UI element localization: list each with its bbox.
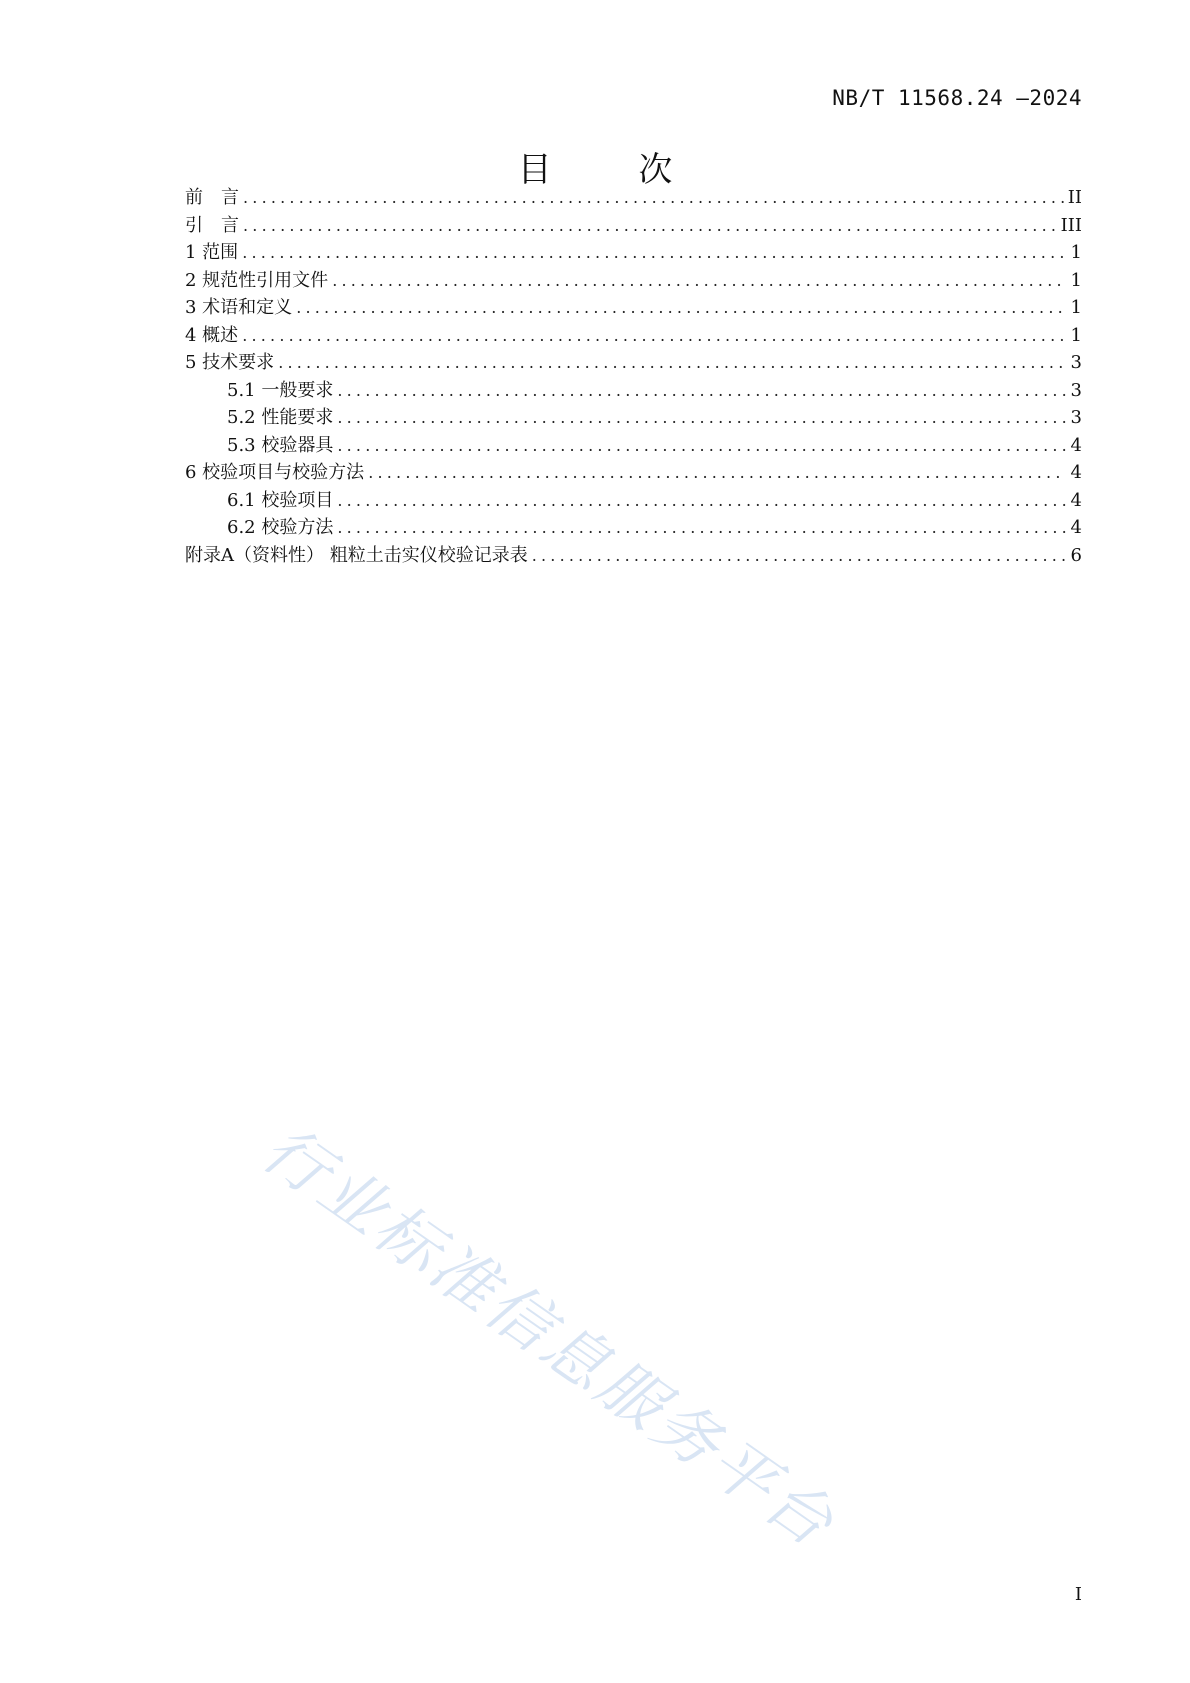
toc-leader-dots (532, 546, 1066, 565)
toc-entry-label: 5 技术要求 (185, 352, 275, 373)
toc-entry-page: 6 (1070, 544, 1082, 566)
toc-leader-dots (332, 271, 1066, 290)
toc-entry-page: III (1060, 214, 1082, 236)
toc-entry-label: 引 言 (185, 214, 239, 236)
toc-entry-introduction[interactable] (185, 211, 1082, 239)
toc-entry-page: 4 (1070, 489, 1082, 511)
page-number: I (1074, 1584, 1082, 1605)
toc-entry-label: 5.1 一般要求 (227, 379, 334, 401)
toc-leader-dots (278, 353, 1066, 372)
toc-entry-general-requirements[interactable] (185, 376, 1082, 404)
toc-entry-label: 6.1 校验项目 (227, 489, 334, 511)
toc-entry-page: 1 (1070, 324, 1082, 346)
toc-entry-label: 6.2 校验方法 (227, 517, 334, 538)
toc-entry-label: 2 规范性引用文件 (185, 269, 329, 291)
toc-entry-technical-requirements[interactable] (185, 348, 1082, 376)
toc-leader-dots (337, 491, 1066, 510)
toc-entry-calibration-items-methods[interactable] (185, 458, 1082, 486)
toc-leader-dots (242, 243, 1066, 262)
toc-entry-label: 3 术语和定义 (185, 297, 293, 318)
toc-entry-overview[interactable] (185, 321, 1082, 349)
toc-title: 目 次 (517, 150, 711, 190)
toc-leader-dots (242, 326, 1066, 345)
toc-entry-page: 1 (1070, 269, 1082, 291)
toc-entry-label: 6 校验项目与校验方法 (185, 462, 365, 483)
toc-entry-label: 附录A（资料性） 粗粒土击实仪校验记录表 (185, 544, 528, 566)
toc-entry-label: 前 言 (185, 187, 239, 208)
toc-leader-dots (368, 463, 1066, 482)
toc-entry-appendix-a[interactable] (185, 541, 1082, 569)
toc-leader-dots (337, 381, 1066, 400)
watermark: 行业标准信息服务平台 (248, 1112, 849, 1563)
toc-entry-label: 4 概述 (185, 324, 239, 346)
toc-leader-dots (296, 298, 1066, 317)
toc-entry-normative-references[interactable] (185, 266, 1082, 294)
toc-entry-page: 4 (1070, 462, 1082, 483)
toc-entry-page: II (1067, 187, 1082, 208)
standard-code: NB/T 11568.24 —2024 (832, 86, 1082, 110)
toc-entry-label: 1 范围 (185, 242, 239, 263)
toc-leader-dots (337, 518, 1066, 537)
toc-entry-page: 1 (1070, 297, 1082, 318)
toc-entry-terms-definitions[interactable] (185, 293, 1082, 321)
toc-entry-page: 4 (1070, 517, 1082, 538)
toc-entry-page: 3 (1070, 407, 1082, 428)
toc-entry-calibration-apparatus[interactable] (185, 431, 1082, 459)
toc-entry-page: 3 (1070, 379, 1082, 401)
toc-entry-page: 3 (1070, 352, 1082, 373)
table-of-contents (185, 183, 1082, 568)
toc-leader-dots (337, 408, 1066, 427)
toc-entry-foreword[interactable] (185, 183, 1082, 211)
toc-entry-scope[interactable] (185, 238, 1082, 266)
toc-leader-dots (243, 216, 1057, 235)
toc-entry-calibration-methods[interactable] (185, 513, 1082, 541)
toc-leader-dots (337, 436, 1066, 455)
toc-entry-label: 5.3 校验器具 (227, 434, 334, 456)
toc-entry-page: 1 (1070, 242, 1082, 263)
toc-entry-calibration-items[interactable] (185, 486, 1082, 514)
toc-entry-page: 4 (1070, 434, 1082, 456)
toc-entry-performance-requirements[interactable] (185, 403, 1082, 431)
toc-leader-dots (243, 188, 1064, 207)
toc-entry-label: 5.2 性能要求 (227, 407, 334, 428)
